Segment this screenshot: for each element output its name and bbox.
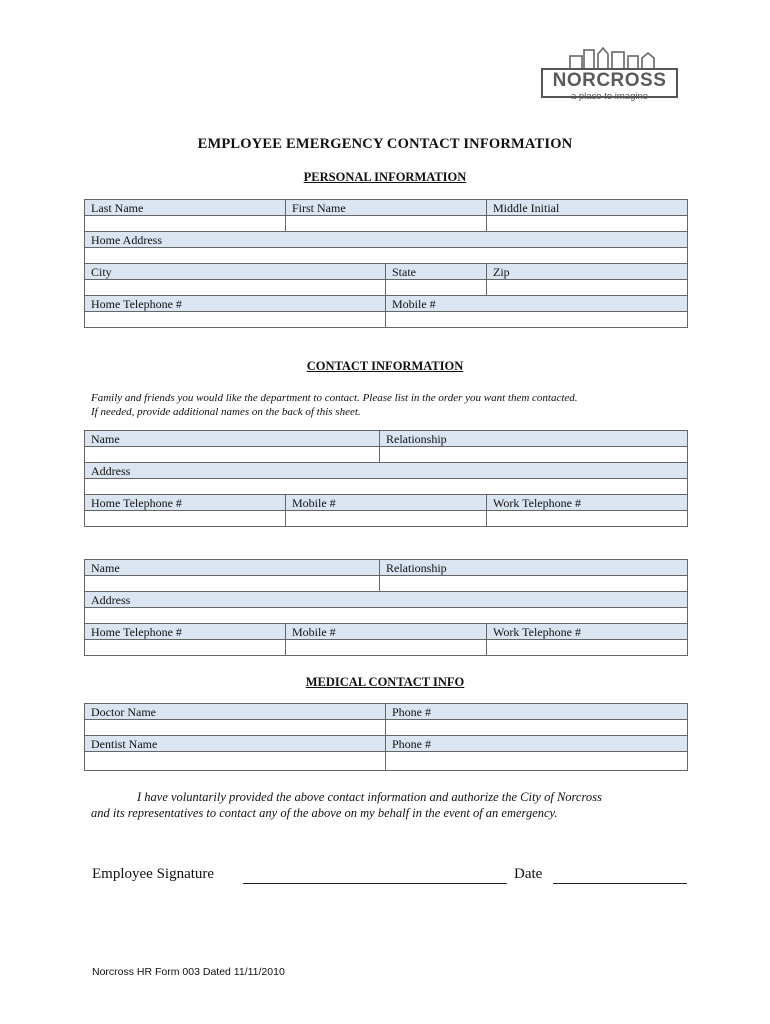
logo-tagline: a place to imagine xyxy=(570,91,649,102)
last-name-field[interactable] xyxy=(85,216,286,232)
contact-1-work-telephone-field[interactable] xyxy=(487,511,688,527)
home-address-field[interactable] xyxy=(85,248,688,264)
contact-1-home-telephone-field[interactable] xyxy=(85,511,286,527)
contact-2-mobile-label: Mobile # xyxy=(286,624,487,640)
home-address-label: Home Address xyxy=(85,232,688,248)
doctor-phone-field[interactable] xyxy=(386,720,688,736)
city-label: City xyxy=(85,264,386,280)
consent-statement xyxy=(91,789,691,821)
mobile-label: Mobile # xyxy=(386,296,688,312)
employee-signature-label: Employee Signature xyxy=(92,866,215,882)
personal-heading: PERSONAL INFORMATION xyxy=(303,170,467,184)
contact-2-address-field[interactable] xyxy=(85,608,688,624)
contact-1-mobile-field[interactable] xyxy=(286,511,487,527)
medical-heading: MEDICAL CONTACT INFO xyxy=(305,675,465,689)
contact-2-name-field[interactable] xyxy=(85,576,380,592)
contact-1-name-field[interactable] xyxy=(85,447,380,463)
employee-signature-line[interactable] xyxy=(243,883,507,884)
contact-note-line-1: Family and friends you would like the department to contact. Please list in the order you want them contacted. xyxy=(91,392,578,404)
state-label: State xyxy=(386,264,487,280)
contact-2-relationship-field[interactable] xyxy=(380,576,688,592)
date-label: Date xyxy=(514,866,543,882)
contact-heading: CONTACT INFORMATION xyxy=(306,359,464,373)
first-name-field[interactable] xyxy=(286,216,487,232)
dentist-phone-label: Phone # xyxy=(386,736,688,752)
dentist-name-field[interactable] xyxy=(85,752,386,771)
contact-note xyxy=(91,391,691,419)
zip-field[interactable] xyxy=(487,280,688,296)
doctor-phone-label: Phone # xyxy=(386,704,688,720)
contact-1-table xyxy=(84,430,688,527)
home-telephone-label: Home Telephone # xyxy=(85,296,386,312)
contact-2-work-telephone-field[interactable] xyxy=(487,640,688,656)
zip-label: Zip xyxy=(487,264,688,280)
footer: Norcross HR Form 003 Dated 11/11/2010 xyxy=(92,966,285,978)
doctor-name-label: Doctor Name xyxy=(85,704,386,720)
dentist-name-label: Dentist Name xyxy=(85,736,386,752)
skyline-icon xyxy=(566,44,660,70)
dentist-phone-field[interactable] xyxy=(386,752,688,771)
home-telephone-field[interactable] xyxy=(85,312,386,328)
mobile-field[interactable] xyxy=(386,312,688,328)
contact-2-home-telephone-label: Home Telephone # xyxy=(85,624,286,640)
contact-2-name-label: Name xyxy=(85,560,380,576)
contact-2-mobile-field[interactable] xyxy=(286,640,487,656)
logo-name: NORCROSS xyxy=(552,70,667,91)
middle-initial-label: Middle Initial xyxy=(487,200,688,216)
contact-1-home-telephone-label: Home Telephone # xyxy=(85,495,286,511)
contact-1-relationship-label: Relationship xyxy=(380,431,688,447)
contact-1-work-telephone-label: Work Telephone # xyxy=(487,495,688,511)
city-field[interactable] xyxy=(85,280,386,296)
date-line[interactable] xyxy=(553,883,687,884)
contact-2-table xyxy=(84,559,688,656)
form-title: EMPLOYEE EMERGENCY CONTACT INFORMATION xyxy=(197,136,573,152)
middle-initial-field[interactable] xyxy=(487,216,688,232)
first-name-label: First Name xyxy=(286,200,487,216)
consent-line-2: and its representatives to contact any of the above on my behalf in the event of an emergency. xyxy=(91,806,558,820)
contact-1-address-label: Address xyxy=(85,463,688,479)
contact-2-home-telephone-field[interactable] xyxy=(85,640,286,656)
doctor-name-field[interactable] xyxy=(85,720,386,736)
contact-2-address-label: Address xyxy=(85,592,688,608)
contact-1-name-label: Name xyxy=(85,431,380,447)
medical-table xyxy=(84,703,688,771)
contact-1-mobile-label: Mobile # xyxy=(286,495,487,511)
personal-info-table xyxy=(84,199,688,328)
contact-1-relationship-field[interactable] xyxy=(380,447,688,463)
contact-1-address-field[interactable] xyxy=(85,479,688,495)
contact-note-line-2: If needed, provide additional names on the back of this sheet. xyxy=(91,406,361,418)
consent-line-1: I have voluntarily provided the above contact information and authorize the City of Norcross xyxy=(137,790,602,804)
state-field[interactable] xyxy=(386,280,487,296)
contact-2-relationship-label: Relationship xyxy=(380,560,688,576)
contact-2-work-telephone-label: Work Telephone # xyxy=(487,624,688,640)
last-name-label: Last Name xyxy=(85,200,286,216)
